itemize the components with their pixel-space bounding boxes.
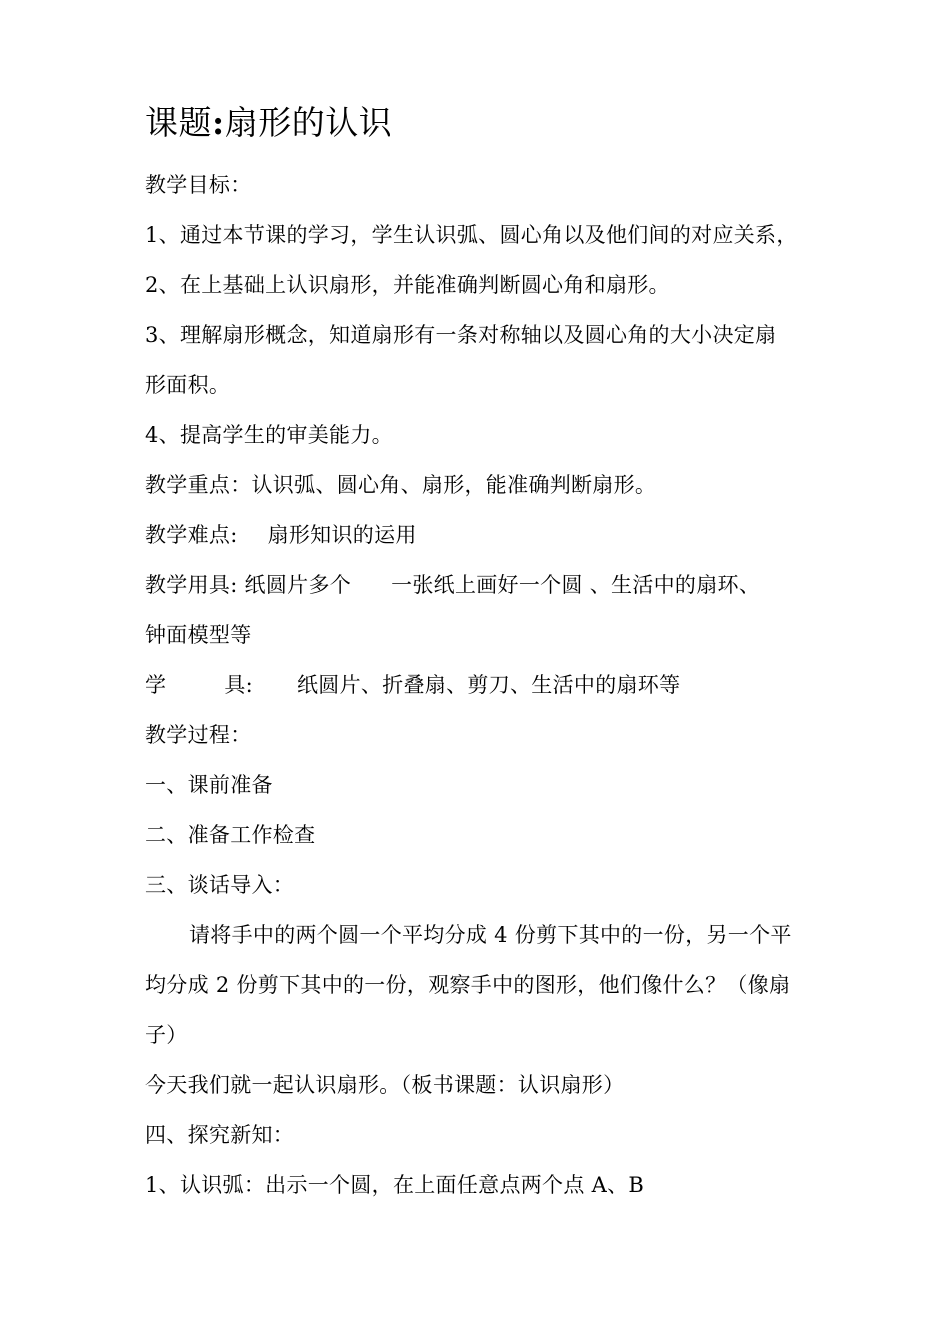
explore-heading: 四、探究新知： [145,1123,295,1147]
tools-part2: 一张纸上画好一个圆 、生活中的扇环、 [391,573,761,597]
lesson-title [145,102,392,144]
student-tools-line [145,670,680,700]
process-heading: 教学过程： [145,723,252,747]
difficulty-text: 扇形知识的运用 [267,523,417,547]
student-tools-text: 纸圆片、折叠扇、剪刀、生活中的扇环等 [297,673,681,697]
today-line: 今天我们就一起认识扇形。（板书课题：认识扇形） [145,1073,625,1097]
objective-item: 1、通过本节课的学习，学生认识弧、圆心角以及他们间的对应关系， [145,223,798,247]
step-item: 一、课前准备 [145,773,273,797]
difficulty-line [145,520,417,550]
title-text: 扇形的认识 [224,103,393,142]
student-tools-label-a: 学 [145,673,167,697]
objective-item-continued: 形面积。 [145,373,231,397]
intro-paragraph-line: 请将手中的两个圆一个平均分成 4 份剪下其中的一份，另一个平 [189,923,792,947]
objectives-heading: 教学目标： [145,173,252,197]
objective-item: 4、提高学生的审美能力。 [145,423,393,447]
step-item: 三、谈话导入： [145,873,295,897]
difficulty-label: 教学难点: [145,523,238,547]
title-prefix: 课题 [145,103,212,142]
explore-item: 1、认识弧：出示一个圆，在上面任意点两个点 A、B [145,1173,645,1197]
intro-paragraph-line: 均分成 2 份剪下其中的一份，观察手中的图形，他们像什么？（像扇 [145,973,791,997]
tools-label: 教学用具: 纸圆片多个 [145,573,352,597]
student-tools-label-b: 具: [224,673,253,697]
key-points: 教学重点：认识弧、圆心角、扇形，能准确判断扇形。 [145,473,657,497]
title-colon: : [212,103,225,142]
step-item: 二、准备工作检查 [145,823,316,847]
intro-paragraph-line: 子） [145,1023,188,1047]
tools-line [145,570,760,600]
objective-item: 3、理解扇形概念，知道扇形有一条对称轴以及圆心角的大小决定扇 [145,323,777,347]
tools-continued: 钟面模型等 [145,623,252,647]
objective-item: 2、在上基础上认识扇形，并能准确判断圆心角和扇形。 [145,273,670,297]
